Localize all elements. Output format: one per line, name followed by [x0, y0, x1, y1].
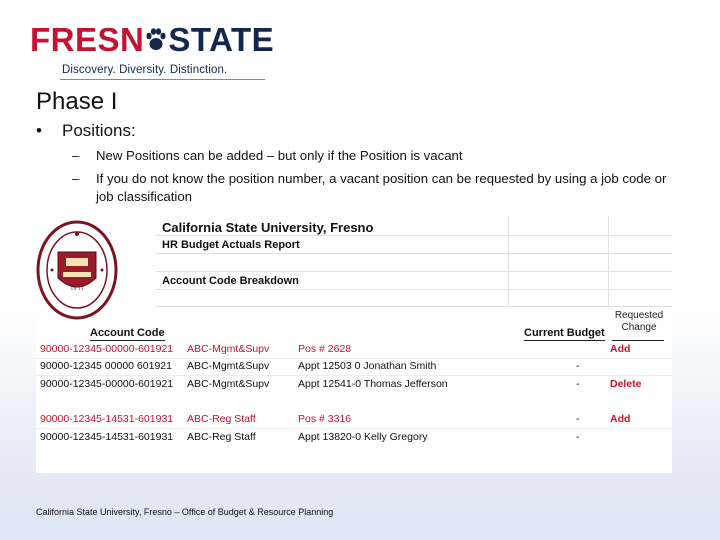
grid-line — [156, 271, 672, 272]
logo-text-fresno: FRESN — [30, 21, 145, 58]
budget-cell: - — [576, 413, 580, 425]
svg-text:19 11: 19 11 — [70, 286, 84, 292]
sub-bullet-dash: – — [72, 148, 80, 163]
table-row — [36, 429, 672, 446]
budget-cell: - — [576, 378, 580, 390]
slide-footer: California State University, Fresno – Office of Budget & Resource Planning — [36, 507, 334, 517]
sub-bullet-text: If you do not know the position number, a vacant position can be requested by using a job code or job classification — [96, 171, 667, 204]
logo-divider — [60, 79, 265, 80]
bullet-label: Positions: — [62, 121, 136, 140]
current-budget-header: Current Budget — [524, 327, 605, 339]
description-cell: Appt 13820-0 Kelly Gregory — [298, 431, 428, 443]
paw-icon — [145, 27, 167, 53]
account-code-cell: 90000-12345-14531-601931 — [40, 413, 174, 425]
account-code-cell: 90000-12345-14531-601931 — [40, 431, 174, 443]
hr-budget-report-image — [36, 216, 672, 473]
type-cell: ABC-Reg Staff — [187, 431, 256, 443]
sub-bullet-text: New Positions can be added – but only if the Position is vacant — [96, 148, 463, 163]
account-code-cell: 90000-12345-00000-601921 — [40, 343, 174, 355]
type-cell: ABC-Mgmt&Supv — [187, 343, 270, 355]
logo-tagline: Discovery. Diversity. Distinction. — [62, 64, 228, 76]
university-seal-icon — [36, 220, 118, 320]
sub-bullet-new-positions — [72, 147, 682, 165]
sub-bullet-dash: – — [72, 171, 80, 186]
grid-line — [508, 216, 509, 306]
requested-change-cell: Add — [610, 413, 631, 425]
description-cell: Pos # 3316 — [298, 413, 352, 425]
type-cell: ABC-Mgmt&Supv — [187, 360, 270, 372]
account-code-cell: 90000-12345-00000-601921 — [40, 378, 174, 390]
type-cell: ABC-Reg Staff — [187, 413, 256, 425]
logo-text-state: STATE — [168, 21, 275, 58]
bullet-positions — [36, 121, 136, 141]
grid-line — [156, 306, 672, 307]
report-title: California State University, Fresno — [162, 220, 374, 235]
grid-line — [608, 216, 609, 306]
requested-change-header: Requested Change — [614, 310, 664, 333]
table-row — [36, 411, 672, 428]
table-row — [36, 341, 672, 358]
requested-change-cell: Add — [610, 343, 631, 355]
description-cell: Appt 12503 0 Jonathan Smith — [298, 360, 437, 372]
fresno-state-logo — [30, 21, 275, 80]
account-code-header: Account Code — [90, 327, 165, 339]
requested-change-cell: Delete — [610, 378, 642, 390]
budget-cell: - — [576, 431, 580, 443]
logo-wordmark — [30, 22, 274, 58]
sub-bullet-job-code — [72, 170, 682, 206]
budget-cell: - — [576, 360, 580, 372]
type-cell: ABC-Mgmt&Supv — [187, 378, 270, 390]
slide-title: Phase I — [36, 88, 118, 115]
description-cell: Pos # 2628 — [298, 343, 352, 355]
table-row — [36, 376, 672, 393]
grid-line — [156, 253, 672, 254]
grid-line — [156, 235, 672, 236]
table-row — [36, 358, 672, 375]
account-code-cell: 90000-12345 00000 601921 — [40, 360, 172, 372]
report-subtitle: HR Budget Actuals Report — [162, 239, 300, 251]
bullet-marker: • — [36, 121, 42, 140]
grid-line — [156, 289, 672, 290]
description-cell: Appt 12541-0 Thomas Jefferson — [298, 378, 448, 390]
report-section-title: Account Code Breakdown — [162, 275, 299, 287]
